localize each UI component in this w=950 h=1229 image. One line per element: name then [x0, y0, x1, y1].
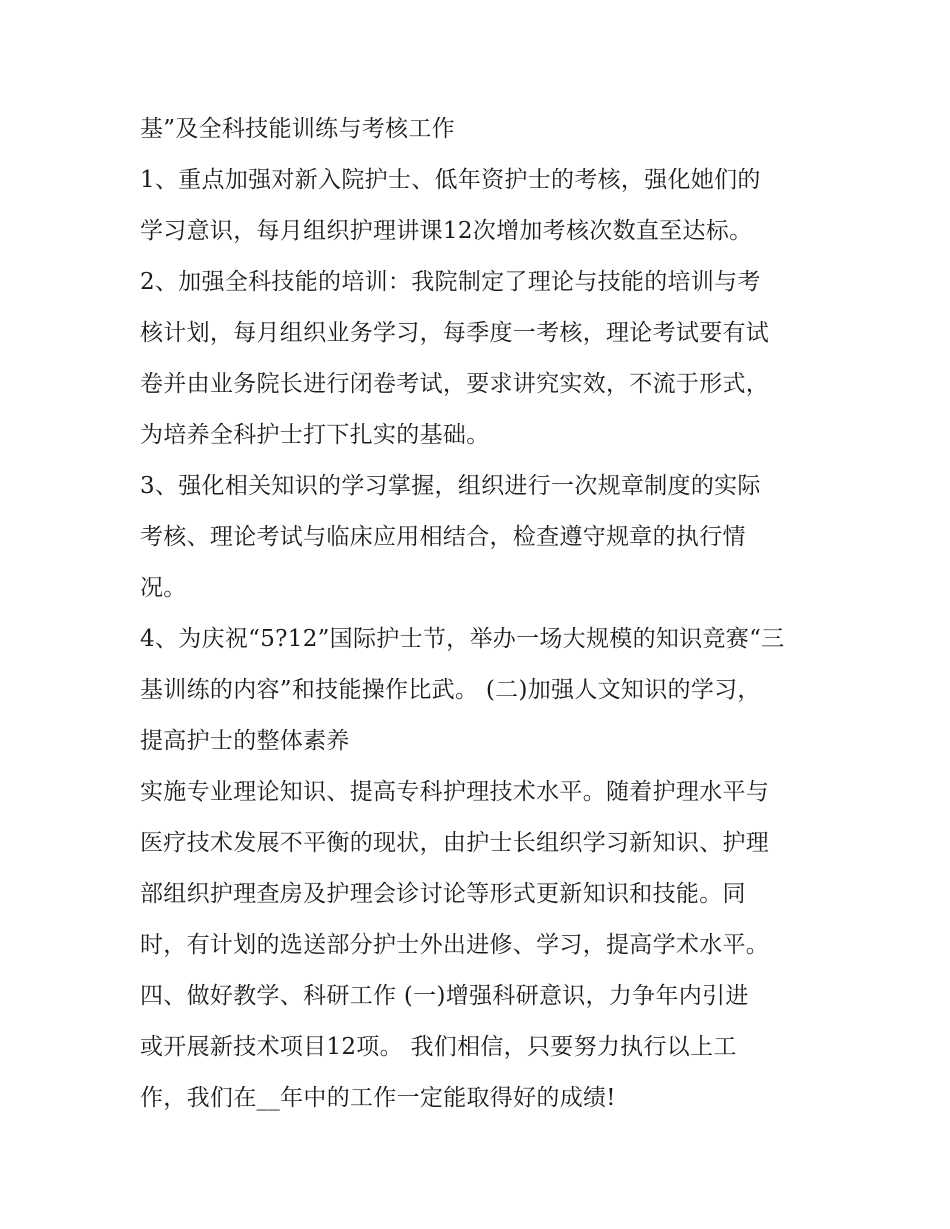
text-line: 核计划，每月组织业务学习，每季度一考核，理论考试要有试	[140, 320, 770, 346]
text-line: 四、做好教学、科研工作 (一)增强科研意识，力争年内引进	[140, 983, 749, 1009]
text-line: 考核、理论考试与临床应用相结合，检查遵守规章的执行情	[140, 524, 746, 550]
text-line: 基训练的内容”和技能操作比武。 (二)加强人文知识的学习，	[140, 677, 761, 703]
text-line: 提高护士的整体素养	[140, 728, 350, 754]
text-line: 作，我们在__年中的工作一定能取得好的成绩!	[140, 1085, 616, 1111]
text-line: 卷并由业务院长进行闭卷考试，要求讲究实效，不流于形式，	[140, 371, 770, 397]
text-line: 实施专业理论知识、提高专科护理技术水平。随着护理水平与	[140, 779, 770, 805]
text-line: 2、加强全科技能的培训：我院制定了理论与技能的培训与考	[140, 269, 761, 295]
text-line: 为培养全科护士打下扎实的基础。	[140, 422, 490, 448]
text-line: 时，有计划的选送部分护士外出进修、学习，提高学术水平。	[140, 932, 770, 958]
text-line: 或开展新技术项目12项。 我们相信，只要努力执行以上工	[140, 1034, 737, 1060]
text-line: 3、强化相关知识的学习掌握，组织进行一次规章制度的实际	[140, 473, 761, 499]
text-line: 医疗技术发展不平衡的现状，由护士长组织学习新知识、护理	[140, 830, 770, 856]
text-line: 学习意识，每月组织护理讲课12次增加考核次数直至达标。	[140, 218, 753, 244]
text-line: 4、为庆祝“5?12”国际护士节，举办一场大规模的知识竞赛“三	[140, 626, 785, 652]
text-line: 况。	[140, 575, 187, 601]
text-line: 1、重点加强对新入院护士、低年资护士的考核，强化她们的	[140, 167, 761, 193]
text-line: 部组织护理查房及护理会诊讨论等形式更新知识和技能。同	[140, 881, 746, 907]
document-body	[140, 104, 830, 1124]
text-line: 基”及全科技能训练与考核工作	[140, 116, 455, 142]
